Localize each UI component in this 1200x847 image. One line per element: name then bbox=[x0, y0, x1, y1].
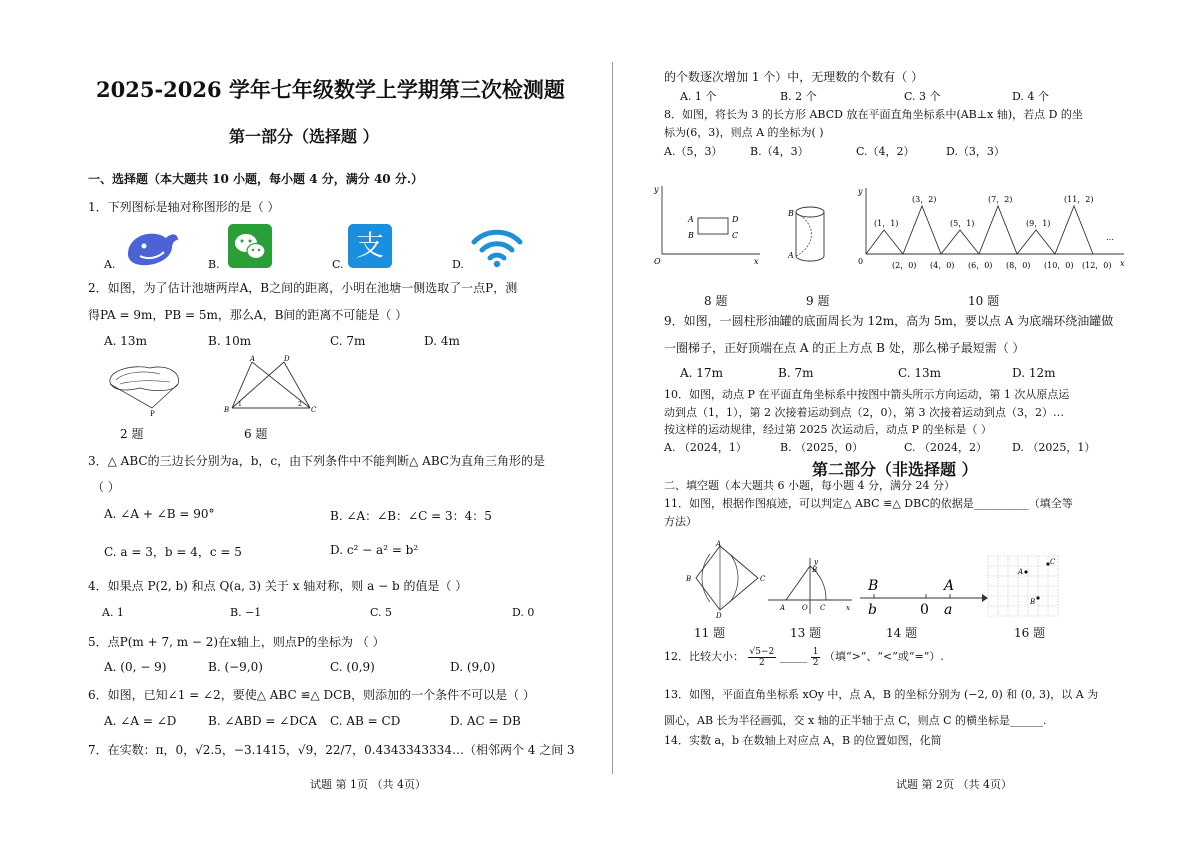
caption-fig-6: 6 题 bbox=[244, 427, 268, 441]
peak-label-5: (9，1) bbox=[1026, 219, 1051, 228]
svg-text:A: A bbox=[944, 578, 955, 594]
q7-line2: 的个数逐次增加 1 个）中，无理数的个数有（ ） bbox=[664, 70, 924, 84]
section1-heading: 一、选择题（本大题共 10 小题，每小题 4 分，满分 40 分.） bbox=[88, 172, 423, 186]
q8-option-d: D.（3，3） bbox=[946, 145, 1005, 158]
q3-option-d: D. c² − a² = b² bbox=[330, 543, 419, 557]
q1-option-c: C. bbox=[332, 258, 344, 271]
q12-fraction-right bbox=[811, 647, 821, 668]
q12-numerator: √5−2 bbox=[749, 646, 775, 657]
peak-label-4: (7，2) bbox=[988, 195, 1013, 204]
q8-line1: 8．如图，将长为 3 的长方形 ABCD 放在平面直角坐标系中(AB⊥x 轴)，若点 D 的坐 bbox=[664, 108, 1083, 121]
q10-option-c: C. （2024，2） bbox=[904, 441, 988, 454]
q3-option-a: A. ∠A + ∠B = 90° bbox=[104, 507, 215, 521]
q5-stem: 5．点P(m + 7, m − 2)在x轴上，则点P的坐标为 （ ） bbox=[88, 635, 385, 649]
q8-option-c: C.（4，2） bbox=[856, 145, 915, 158]
q9-option-c: C. 13m bbox=[898, 366, 942, 380]
figure-q11-construction bbox=[680, 540, 772, 620]
pond-figure bbox=[104, 358, 188, 418]
svg-text:O: O bbox=[654, 257, 661, 266]
q2-line1: 2．如图，为了估计池塘两岸A，B之间的距离，小明在池塘一侧选取了一点P，测 bbox=[88, 281, 518, 295]
svg-text:y: y bbox=[858, 187, 863, 196]
q2-option-c: C. 7m bbox=[330, 334, 366, 348]
q10-line2: 动到点（1，1），第 2 次接着运动到点（2，0），第 3 次接着运动到点（3，2）… bbox=[664, 406, 1064, 419]
svg-text:B: B bbox=[224, 406, 230, 414]
svg-text:…: … bbox=[1106, 233, 1114, 242]
q3-line2: （ ） bbox=[92, 480, 120, 494]
svg-text:1: 1 bbox=[238, 401, 242, 408]
q3-line1: 3．△ ABC的三边长分别为a，b，c，由下列条件中不能判断△ ABC为直角三角形的是 bbox=[88, 454, 546, 468]
figure-q13-arc bbox=[766, 556, 856, 618]
caption-fig-2: 2 题 bbox=[120, 427, 144, 441]
peak-label-2: (3，2) bbox=[912, 195, 937, 204]
q8-option-a: A.（5，3） bbox=[664, 145, 723, 158]
q13-line2: 圆心，AB 长为半径画弧，交 x 轴的正半轴于点 C，则点 C 的横坐标是______. bbox=[664, 714, 1047, 727]
q6-stem: 6．如图，已知∠1 = ∠2，要使△ ABC ≌△ DCB，则添加的一个条件不可以是（ ） bbox=[88, 688, 535, 702]
caption-fig-10: 10 题 bbox=[968, 294, 1000, 308]
svg-text:D: D bbox=[284, 355, 290, 363]
svg-text:0: 0 bbox=[858, 257, 864, 266]
bottom-label-5: (10，0) bbox=[1044, 261, 1074, 270]
q6-option-b: B. ∠ABD = ∠DCA bbox=[208, 714, 317, 728]
figure-q14-number-line bbox=[858, 574, 988, 618]
svg-text:B: B bbox=[788, 209, 794, 218]
svg-text:x: x bbox=[754, 257, 759, 266]
whale-logo-icon bbox=[122, 224, 182, 270]
bottom-label-1: (2，0) bbox=[892, 261, 917, 270]
figure-q10-zigzag-path bbox=[852, 184, 1130, 276]
svg-text:A: A bbox=[1018, 568, 1024, 576]
bottom-label-4: (8，0) bbox=[1006, 261, 1031, 270]
svg-text:A: A bbox=[780, 604, 786, 612]
svg-text:C: C bbox=[311, 406, 317, 414]
svg-text:O: O bbox=[802, 604, 808, 612]
caption-fig-11: 11 题 bbox=[694, 626, 726, 640]
exam-title: 2025-2026 学年七年级数学上学期第三次检测题 bbox=[96, 77, 565, 102]
q10-option-d: D. （2025，1） bbox=[1012, 441, 1096, 454]
q13-line1: 13．如图，平面直角坐标系 xOy 中，点 A，B 的坐标分别为 (−2, 0) 和 (0, 3)，以 A 为 bbox=[664, 688, 1099, 701]
q2-option-a: A. 13m bbox=[104, 334, 147, 348]
svg-text:P: P bbox=[150, 410, 155, 418]
q4-stem: 4．如果点 P(2, b) 和点 Q(a, 3) 关于 x 轴对称，则 a − b 的值是（ ） bbox=[88, 579, 468, 593]
q12 bbox=[664, 646, 944, 668]
caption-fig-16: 16 题 bbox=[1014, 626, 1046, 640]
caption-fig-14: 14 题 bbox=[886, 626, 918, 640]
q12-suffix: （填“>”、“<”或“=”）. bbox=[823, 650, 944, 663]
q11-line1: 11．如图，根据作图痕迹，可以判定△ ABC ≌△ DBC的依据是__________（填全等 bbox=[664, 497, 1073, 510]
part2-heading: 第二部分（非选择题 ） bbox=[812, 460, 978, 479]
svg-text:A: A bbox=[688, 215, 694, 224]
q5-option-b: B. (−9,0) bbox=[208, 660, 263, 674]
q12-prefix: 12．比较大小： bbox=[664, 650, 744, 663]
svg-text:y: y bbox=[814, 558, 818, 566]
q12-fraction-left bbox=[748, 647, 777, 668]
q5-option-d: D. (9,0) bbox=[450, 660, 496, 674]
peak-label-1: (1，1) bbox=[874, 219, 899, 228]
svg-text:B: B bbox=[688, 231, 694, 240]
svg-text:x: x bbox=[1120, 259, 1125, 268]
q7-line1: 7．在实数：π，0，√2.5，−3.1415，√9，22/7，0.4343343334…（相邻两个 4 之间 3 bbox=[88, 743, 575, 757]
q6-option-a: A. ∠A = ∠D bbox=[104, 714, 177, 728]
svg-text:A: A bbox=[788, 251, 794, 260]
q10-line1: 10．如图，动点 P 在平面直角坐标系中按图中箭头所示方向运动，第 1 次从原点运 bbox=[664, 388, 1070, 401]
peak-label-3: (5，1) bbox=[950, 219, 975, 228]
svg-text:y: y bbox=[654, 185, 659, 194]
q5-option-a: A. (0, − 9) bbox=[104, 660, 167, 674]
figure-q8-coordinate-rectangle bbox=[648, 182, 766, 270]
svg-text:A: A bbox=[250, 355, 256, 363]
footer-left: 试题 第 1页 （共 4页） bbox=[310, 778, 426, 791]
q10-option-a: A. （2024，1） bbox=[664, 441, 747, 454]
svg-text:a: a bbox=[944, 602, 953, 618]
bottom-label-6: (12，0) bbox=[1082, 261, 1112, 270]
section2-heading: 二、填空题（本大题共 6 小题，每小题 4 分，满分 24 分） bbox=[664, 479, 955, 492]
q4-option-c: C. 5 bbox=[370, 606, 393, 619]
q1-option-a: A. bbox=[104, 258, 116, 271]
q11-line2: 方法） bbox=[664, 515, 697, 528]
caption-fig-9: 9 题 bbox=[806, 294, 830, 308]
q9-option-b: B. 7m bbox=[778, 366, 814, 380]
figure-q9-cylinder bbox=[786, 198, 836, 270]
caption-fig-8: 8 题 bbox=[704, 294, 728, 308]
q2-option-b: B. 10m bbox=[208, 334, 252, 348]
q4-option-d: D. 0 bbox=[512, 606, 535, 619]
q12-numerator-2: 1 bbox=[812, 646, 819, 657]
part1-heading: 第一部分（选择题 ） bbox=[229, 127, 379, 146]
q8-line2: 标为(6，3)，则点 A 的坐标为( ) bbox=[664, 126, 824, 139]
caption-fig-13: 13 题 bbox=[790, 626, 822, 640]
q1-stem: 1．下列图标是轴对称图形的是（ ） bbox=[88, 200, 280, 214]
q10-option-b: B. （2025，0） bbox=[780, 441, 864, 454]
svg-text:C: C bbox=[760, 575, 766, 583]
q12-denominator: 2 bbox=[759, 657, 765, 668]
wechat-icon bbox=[228, 224, 272, 268]
q14-line1: 14．实数 a，b 在数轴上对应点 A，B 的位置如图，化简 bbox=[664, 734, 942, 747]
page-divider bbox=[612, 62, 613, 774]
svg-text:C: C bbox=[820, 604, 826, 612]
svg-text:B: B bbox=[1030, 598, 1036, 606]
svg-text:C: C bbox=[732, 231, 739, 240]
svg-text:0: 0 bbox=[920, 602, 929, 618]
q9-option-d: D. 12m bbox=[1012, 366, 1056, 380]
q9-line2: 一圈梯子，正好顶端在点 A 的正上方点 B 处，那么梯子最短需（ ） bbox=[664, 341, 1025, 355]
triangles-figure bbox=[222, 354, 322, 416]
bottom-label-2: (4，0) bbox=[930, 261, 955, 270]
q4-option-a: A. 1 bbox=[102, 606, 124, 619]
q4-option-b: B. −1 bbox=[230, 606, 262, 619]
footer-right: 试题 第 2页 （共 4页） bbox=[896, 778, 1012, 791]
peak-label-6: (11，2) bbox=[1064, 195, 1094, 204]
svg-text:b: b bbox=[868, 602, 877, 618]
q12-denominator-2: 2 bbox=[812, 657, 819, 668]
q9-line1: 9．如图，一圆柱形油罐的底面周长为 12m，高为 5m，要以点 A 为底端环绕油罐做 bbox=[664, 314, 1114, 328]
q1-option-d: D. bbox=[452, 258, 464, 271]
svg-text:2: 2 bbox=[298, 401, 302, 408]
q5-option-c: C. (0,9) bbox=[330, 660, 375, 674]
q7-option-a: A. 1 个 bbox=[680, 90, 717, 103]
q1-option-b: B. bbox=[208, 258, 220, 271]
q3-option-b: B. ∠A：∠B：∠C = 3：4：5 bbox=[330, 509, 492, 523]
svg-text:A: A bbox=[716, 540, 722, 548]
q2-option-d: D. 4m bbox=[424, 334, 460, 348]
q10-line3: 按这样的运动规律，经过第 2025 次运动后，动点 P 的坐标是（ ） bbox=[664, 423, 992, 436]
q9-option-a: A. 17m bbox=[680, 366, 723, 380]
svg-text:B: B bbox=[686, 575, 692, 583]
q8-option-b: B.（4，3） bbox=[750, 145, 809, 158]
svg-text:B: B bbox=[812, 566, 818, 574]
svg-text:C: C bbox=[1050, 558, 1056, 566]
q7-option-d: D. 4 个 bbox=[1012, 90, 1049, 103]
svg-text:x: x bbox=[846, 604, 850, 612]
q2-line2: 得PA = 9m，PB = 5m，那么A，B间的距离不可能是（ ） bbox=[88, 308, 408, 322]
svg-text:B: B bbox=[868, 578, 879, 594]
wifi-icon bbox=[470, 226, 524, 268]
figure-q16-grid bbox=[986, 554, 1068, 620]
q6-option-c: C. AB = CD bbox=[330, 714, 401, 728]
q12-blank: _____ bbox=[779, 650, 808, 663]
svg-text:D: D bbox=[716, 612, 722, 620]
alipay-icon: 支 bbox=[348, 224, 392, 268]
bottom-label-3: (6，0) bbox=[968, 261, 993, 270]
svg-text:D: D bbox=[732, 215, 739, 224]
q7-option-b: B. 2 个 bbox=[780, 90, 817, 103]
q6-option-d: D. AC = DB bbox=[450, 714, 521, 728]
q3-option-c: C. a = 3，b = 4，c = 5 bbox=[104, 545, 242, 559]
q7-option-c: C. 3 个 bbox=[904, 90, 941, 103]
